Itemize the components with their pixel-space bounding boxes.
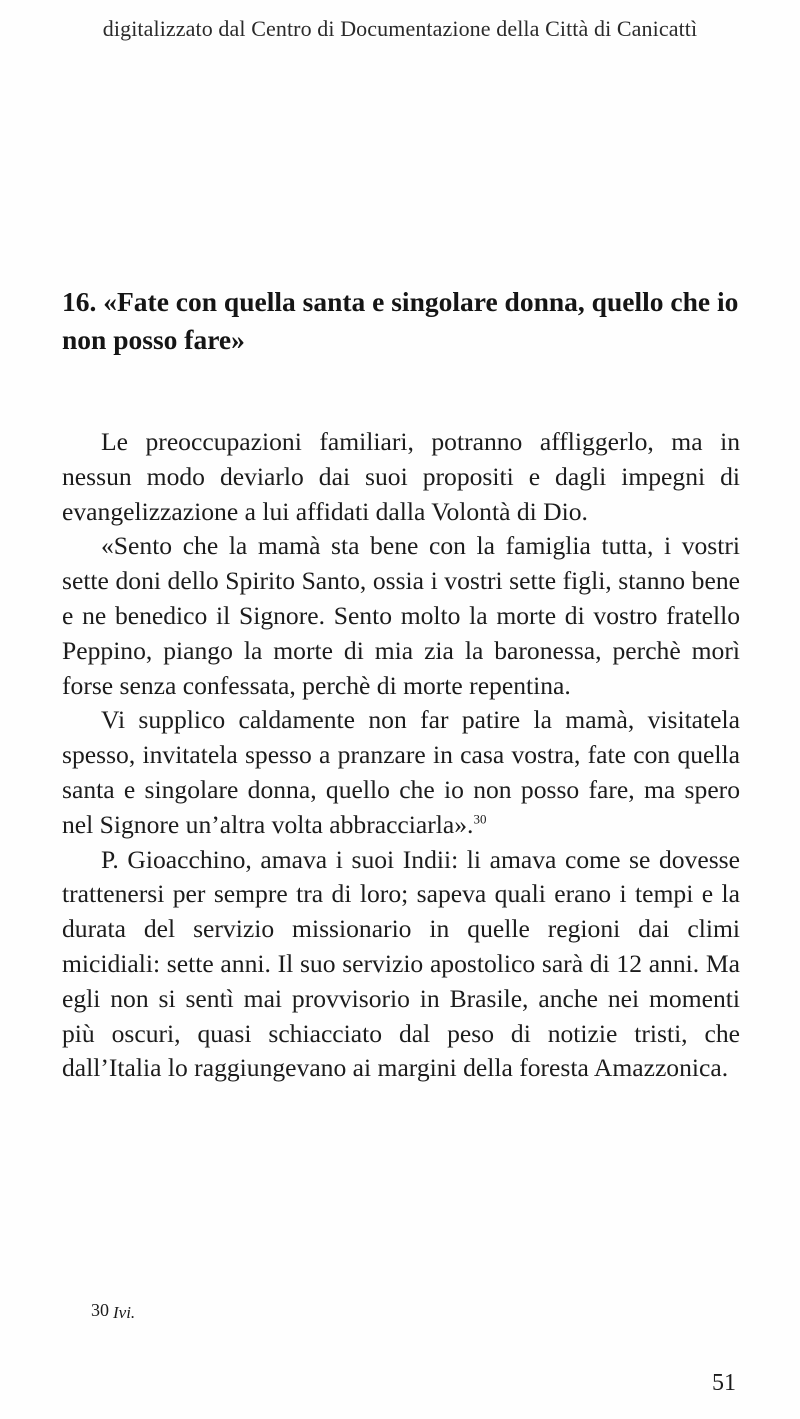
paragraph-1 [62,425,740,529]
paragraph-4-text: P. Gioacchino, amava i suoi Indii: li amava come se dovesse trattenersi per sempre tra di loro; sapeva quali erano i tempi e la durata del servizio missionario in quelle regioni dai climi micidiali: sette anni. Il suo servizio apostolico sarà di 12 anni. Ma egli non si sentì mai provvisorio in Brasile, anche nei momenti più oscuri, quasi schiacciato dal peso di notizie tristi, che dall’Italia lo raggiungevano ai margini della foresta Amazzonica. [62,844,740,1083]
digitization-watermark: digitalizzato dal Centro di Documentazione della Città di Canicattì [102,16,698,41]
body-text [62,425,740,1086]
paragraph-4 [62,843,740,1087]
paragraph-3 [62,703,740,842]
footnote-text: Ivi. [113,1303,136,1322]
paragraph-1-text: Le preoccupazioni familiari, potranno affliggerlo, ma in nessun modo deviarlo dai suoi propositi e dagli impegni di evangelizzazione a lui affidati dalla Volontà di Dio. [62,427,740,526]
paragraph-2 [62,529,740,703]
paragraph-3-text: Vi supplico caldamente non far patire la mamà, visitatela spesso, invitatela spesso a pranzare in casa vostra, fate con quella santa e singolare donna, quello che io non posso fare, ma spero nel Signore un’altra volta abbracciarla». [62,705,740,839]
paragraph-2-text: «Sento che la mamà sta bene con la famiglia tutta, i vostri sette doni dello Spirito Santo, ossia i vostri sette figli, stanno bene e ne benedico il Signore. Sento molto la morte di vostro fratello Peppino, piango la morte di mia zia la baronessa, perchè morì forse senza confessata, perchè di morte repentina. [62,531,740,700]
footnote-number: 30 [91,1300,109,1320]
footnote [91,1300,135,1324]
page-number: 51 [712,1370,736,1396]
chapter-title: 16. «Fate con quella santa e singolare donna, quello che io non posso fare» [62,286,739,355]
footnote-reference: 30 [473,811,487,827]
